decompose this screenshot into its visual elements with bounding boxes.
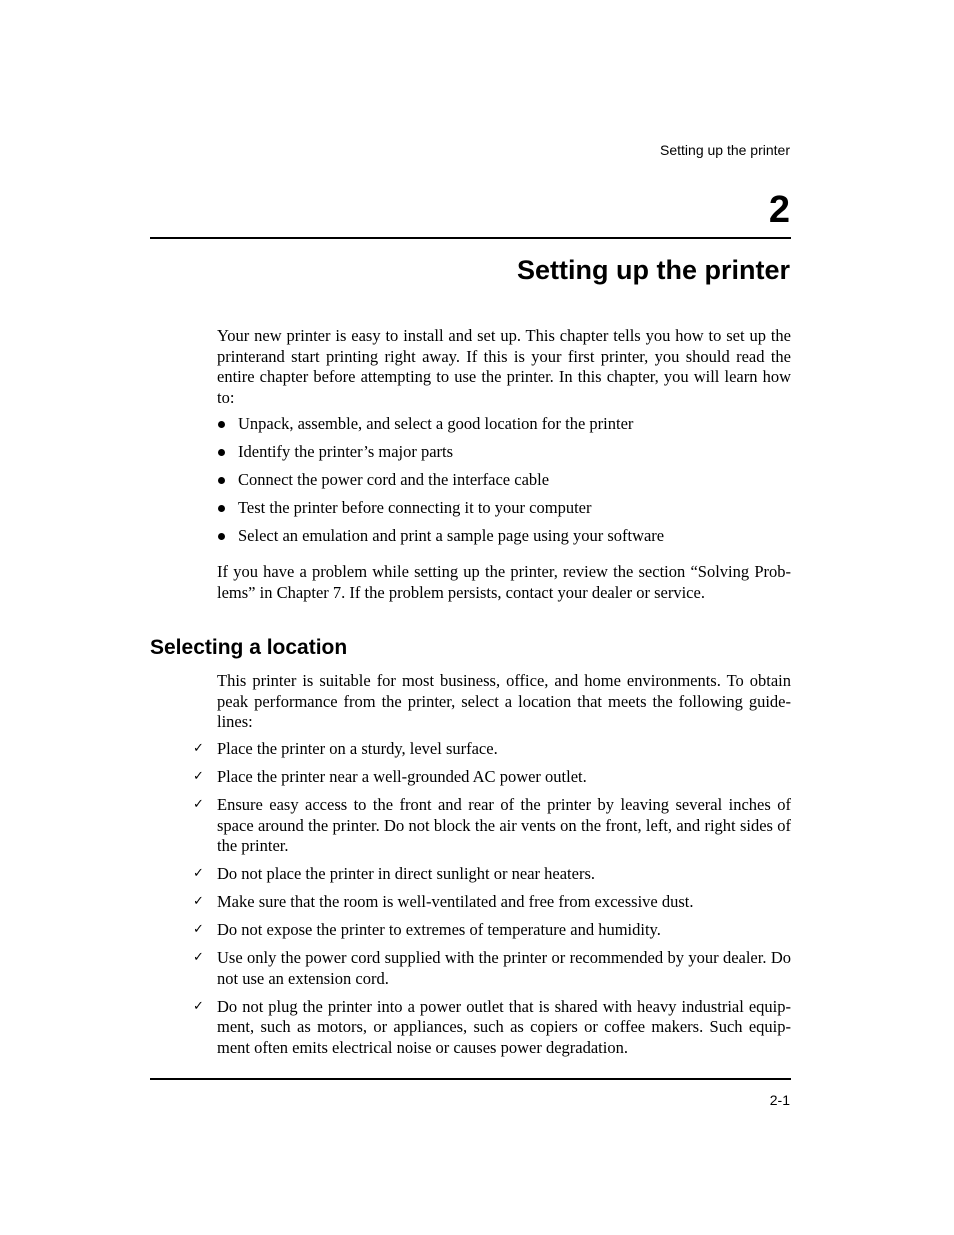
section-heading: Selecting a location bbox=[150, 636, 348, 659]
list-item-text: Place the printer on a sturdy, level surface. bbox=[217, 739, 498, 758]
chapter-title: Setting up the printer bbox=[517, 255, 790, 285]
list-item-text: Do not place the printer in direct sunlight or near heaters. bbox=[217, 864, 595, 883]
list-item-text: Unpack, assemble, and select a good location for the printer bbox=[238, 414, 634, 433]
list-item bbox=[217, 414, 791, 442]
checkmark-icon: ✓ bbox=[193, 998, 204, 1014]
list-item-text: Identify the printer’s major parts bbox=[238, 442, 454, 461]
list-item bbox=[193, 892, 791, 913]
problem-paragraph: If you have a problem while setting up the printer, review the section “Solving Prob-lems” in Chapter 7. If the problem persists, contact your dealer or service. bbox=[217, 562, 791, 602]
list-item-text: Ensure easy access to the front and rear of the printer by leaving several inches of space around the printer. Do not block the air vents on the front, left, and right sides of the printer. bbox=[217, 795, 791, 855]
chapter-topics-list bbox=[217, 414, 791, 554]
checkmark-icon: ✓ bbox=[193, 894, 204, 909]
list-item bbox=[217, 442, 791, 470]
bullet-icon bbox=[218, 477, 225, 484]
list-item bbox=[193, 948, 791, 989]
list-item bbox=[217, 470, 791, 498]
list-item-text: Connect the power cord and the interface cable bbox=[238, 470, 550, 489]
bullet-icon bbox=[218, 421, 225, 428]
bullet-icon bbox=[218, 533, 225, 540]
checkmark-icon: ✓ bbox=[193, 950, 204, 965]
checkmark-icon: ✓ bbox=[193, 741, 204, 756]
list-item bbox=[193, 767, 791, 788]
list-item-text: Do not plug the printer into a power outlet that is shared with heavy industrial equip-ment, such as motors, or appliances, such as copiers or coffee makers. Such equip-ment often emits electrical noise or causes power degradation. bbox=[217, 996, 791, 1057]
list-item-text: Do not expose the printer to extremes of temperature and humidity. bbox=[217, 920, 661, 939]
list-item bbox=[193, 864, 791, 885]
list-item bbox=[217, 498, 791, 526]
top-rule bbox=[150, 237, 791, 239]
list-item-text: Select an emulation and print a sample page using your software bbox=[238, 526, 665, 545]
list-item bbox=[217, 526, 791, 554]
list-item-text: Test the printer before connecting it to your computer bbox=[238, 498, 592, 517]
checkmark-icon: ✓ bbox=[193, 866, 204, 881]
checkmark-icon: ✓ bbox=[193, 769, 204, 784]
bottom-rule bbox=[150, 1078, 791, 1080]
list-item bbox=[193, 920, 791, 941]
checkmark-icon: ✓ bbox=[193, 922, 204, 937]
intro-paragraph: Your new printer is easy to install and set up. This chapter tells you how to set up the printerand start printing right away. If this is your first printer, you should read the entire chapter before attempting to use the printer. In this chapter, you will learn how to: bbox=[217, 326, 791, 407]
location-guidelines-list bbox=[193, 739, 791, 1066]
list-item-text: Use only the power cord supplied with the printer or recommended by your dealer. Do not use an extension cord. bbox=[217, 948, 791, 988]
checkmark-icon: ✓ bbox=[193, 797, 204, 812]
chapter-number: 2 bbox=[768, 189, 790, 231]
bullet-icon bbox=[218, 505, 225, 512]
list-item bbox=[193, 997, 791, 1059]
list-item bbox=[193, 795, 791, 857]
list-item-text: Make sure that the room is well-ventilated and free from excessive dust. bbox=[217, 892, 694, 911]
section-intro-paragraph: This printer is suitable for most business, office, and home environments. To obtain peak performance from the printer, select a location that meets the following guide-lines: bbox=[217, 671, 791, 731]
list-item-text: Place the printer near a well-grounded AC power outlet. bbox=[217, 767, 587, 786]
running-header: Setting up the printer bbox=[660, 142, 790, 158]
list-item bbox=[193, 739, 791, 760]
bullet-icon bbox=[218, 449, 225, 456]
page-number: 2-1 bbox=[769, 1092, 790, 1108]
